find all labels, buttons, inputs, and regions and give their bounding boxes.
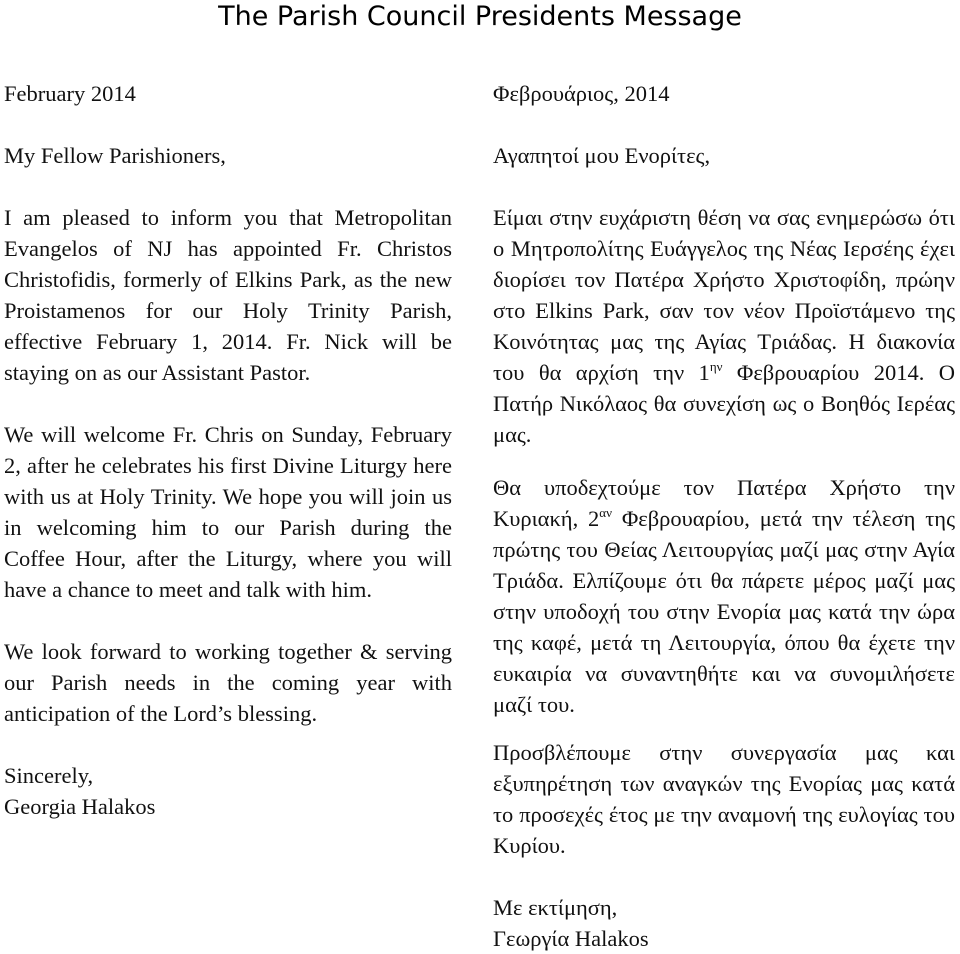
english-paragraph-appointment: I am pleased to inform you that Metropolitan Evangelos of NJ has appointed Fr. Christos Christofidis, formerly of Elkins Park, as the new Proistamenos for our Holy Trinity Parish, effective February 1, 2014. Fr. Nick will be staying on as our Assistant Pastor.	[4, 205, 452, 385]
greek-ordinal-suffix: ην	[709, 359, 723, 374]
greek-signature: Γεωργία Halakos	[493, 926, 649, 951]
english-paragraph-welcome: We will welcome Fr. Chris on Sunday, February 2, after he celebrates his first Divine Liturgy here with us at Holy Trinity. We hope you will join us in welcoming him to our Parish during the Coffee Hour, after the Liturgy, where you will have a chance to meet and talk with him.	[4, 422, 452, 602]
greek-paragraph-appointment-text-end: Φεβρουαρίου 2014. Ο Πατήρ Νικόλαος θα συνεχίση ως ο Βοηθός Ιερέας μας.	[493, 360, 956, 447]
english-sign-off: Sincerely,	[4, 763, 94, 788]
greek-paragraph-closing: Προσβλέπουμε στην συνεργασία μας και εξυπηρέτηση των αναγκών της Ενορίας μας κατά το προσεχές έτος με την αναμονή της ευλογίας του Κυρίου.	[493, 740, 955, 858]
greek-paragraph-welcome	[493, 472, 955, 720]
english-column	[4, 78, 452, 822]
greek-paragraph-appointment-text: Είμαι στην ευχάριστη θέση να σας ενημερώσω ότι ο Μητροπολίτης Ευάγγελος της Νέας Ιερσέης έχει διορίσει τον Πατέρα Χρήστο Χριστοφίδη, πρώην στο Elkins Park, σαν τον νέον Προϊστάμενο της Κοινότητας μας της Αγίας Τριάδας. Η διακονία του θα αρχίση την 1	[493, 205, 955, 385]
english-date: February 2014	[4, 81, 136, 106]
greek-column	[493, 78, 955, 954]
english-salutation: My Fellow Parishioners,	[4, 143, 226, 168]
page-title: The Parish Council Presidents Message	[218, 1, 742, 32]
greek-sign-off: Με εκτίμηση,	[493, 895, 618, 920]
greek-paragraph-appointment	[493, 202, 955, 450]
english-paragraph-closing: We look forward to working together & serving our Parish needs in the coming year with anticipation of the Lord’s blessing.	[4, 639, 452, 726]
greek-paragraph-welcome-text: Θα υποδεχτούμε τον Πατέρα Χρήστο την Κυριακή, 2	[493, 475, 955, 531]
greek-salutation: Αγαπητοί μου Ενορίτες,	[493, 143, 711, 168]
english-signature: Georgia Halakos	[4, 794, 156, 819]
greek-paragraph-welcome-text-end: Φεβρουαρίου, μετά την τέλεση της πρώτης του Θείας Λειτουργίας μαζί μας στην Αγία Τριάδα. Ελπίζουμε ότι θα πάρετε μέρος μαζί μας στην υποδοχή του στην Ενορία μας κατά την ώρα της καφέ, μετά τη Λειτουργία, όπου θα έχετε την ευκαιρία να συναντηθήτε και να συνομιλήσετε μαζί του.	[493, 506, 955, 717]
greek-ordinal-suffix: αν	[599, 505, 612, 520]
greek-date: Φεβρουάριος, 2014	[493, 81, 670, 106]
